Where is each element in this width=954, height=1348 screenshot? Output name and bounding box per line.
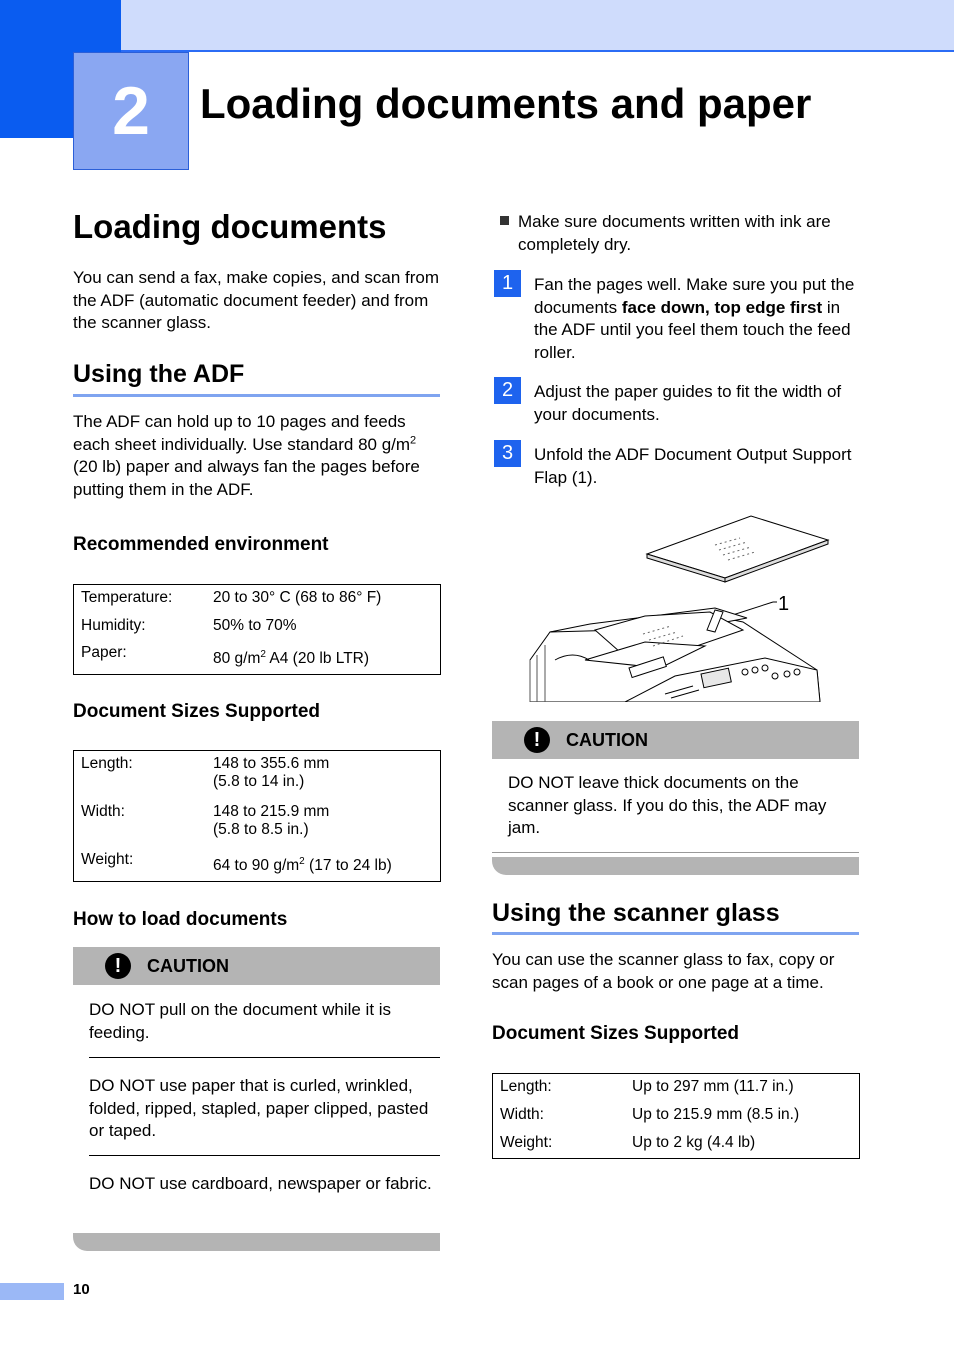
- row-label: Weight:: [81, 851, 134, 868]
- value-text: 80 g/m: [213, 650, 261, 668]
- row-value: 50% to 70%: [213, 617, 297, 634]
- caution-bar: [73, 947, 440, 985]
- row-label: Temperature:: [81, 589, 173, 606]
- sizes-heading: Document Sizes Supported: [73, 701, 321, 722]
- bullet-text: Make sure documents written with ink are completely dry.: [518, 212, 831, 254]
- caution-divider: [492, 852, 859, 853]
- caution-text: DO NOT pull on the document while it is feeding.: [89, 1000, 392, 1042]
- environment-heading: Recommended environment: [73, 534, 329, 555]
- value-text: A4 (20 lb LTR): [265, 650, 370, 668]
- step-text: Adjust the paper guides to fit the width of your documents.: [534, 382, 842, 424]
- table-row: [81, 851, 433, 875]
- caution-label: CAUTION: [566, 730, 648, 750]
- row-value: Up to 215.9 mm (8.5 in.): [632, 1106, 800, 1123]
- heading-underline: [492, 932, 859, 935]
- table-row: [81, 617, 433, 644]
- caution-divider: [89, 1057, 440, 1058]
- figure-callout-label: 1: [778, 593, 790, 615]
- exclamation-icon: !: [105, 953, 131, 979]
- adf-paragraph-text-1: The ADF can hold up to 10 pages and feeds each sheet individually. Use standard 80 g/m: [73, 412, 411, 454]
- row-label: Paper:: [81, 644, 127, 661]
- row-value: [213, 851, 433, 875]
- row-value: [213, 803, 433, 851]
- chapter-number-box: [73, 52, 189, 170]
- scanner-glass-paragraph: You can use the scanner glass to fax, copy or scan pages of a book or one page at a time.: [492, 950, 835, 992]
- step-badge: 1: [494, 270, 521, 297]
- row-value: [213, 644, 433, 668]
- caution-bar: [492, 721, 859, 759]
- chapter-number: 2: [112, 73, 150, 149]
- glass-sizes-table: [492, 1073, 860, 1159]
- adf-paragraph: [73, 411, 443, 501]
- page-number: 10: [73, 1281, 90, 1298]
- table-row: [500, 1134, 852, 1152]
- table-row: [500, 1106, 852, 1134]
- value-line: (5.8 to 14 in.): [213, 773, 305, 790]
- table-row: [81, 589, 433, 617]
- value-line: 148 to 355.6 mm: [213, 755, 330, 772]
- row-value: Up to 297 mm (11.7 in.): [632, 1078, 794, 1095]
- row-label: Width:: [81, 803, 125, 820]
- row-value: 20 to 30° C (68 to 86° F): [213, 589, 382, 606]
- table-row: [81, 644, 433, 668]
- row-label: Length:: [500, 1078, 552, 1095]
- glass-sizes-heading: Document Sizes Supported: [492, 1023, 740, 1044]
- row-label: Length:: [81, 755, 133, 772]
- value-line: 148 to 215.9 mm: [213, 803, 330, 820]
- row-label: Width:: [500, 1106, 544, 1123]
- sizes-table: [73, 750, 441, 882]
- step-text-part: Fan the pages well. Make sure you put the documents: [534, 275, 855, 317]
- howto-heading: How to load documents: [73, 909, 288, 930]
- heading-underline: [73, 394, 440, 397]
- caution-footer: [492, 857, 859, 875]
- chapter-title: Loading documents and paper: [200, 80, 812, 127]
- page-tab: [0, 1283, 64, 1300]
- caution-text: DO NOT use paper that is curled, wrinkled, folded, ripped, stapled, paper clipped, pasted or taped.: [89, 1076, 429, 1140]
- intro-paragraph: You can send a fax, make copies, and scan from the ADF (automatic document feeder) and from the scanner glass.: [73, 268, 440, 332]
- superscript: 2: [299, 856, 305, 867]
- bullet-square-icon: [500, 216, 509, 225]
- row-value: Up to 2 kg (4.4 lb): [632, 1134, 756, 1151]
- adf-heading: Using the ADF: [73, 360, 245, 388]
- step-text: [534, 274, 862, 364]
- step-text-bold: face down, top edge first: [621, 297, 823, 317]
- row-label: Weight:: [500, 1134, 553, 1151]
- table-row: [81, 803, 433, 851]
- caution-divider: [89, 1155, 440, 1156]
- value-text: (17 to 24 lb): [304, 857, 392, 875]
- section-title: Loading documents: [73, 208, 387, 245]
- environment-table: [73, 584, 441, 675]
- exclamation-icon: !: [524, 727, 550, 753]
- caution-footer: [73, 1233, 440, 1251]
- scanner-glass-heading: Using the scanner glass: [492, 899, 780, 927]
- value-text: 64 to 90 g/m: [213, 857, 300, 875]
- row-label: Humidity:: [81, 617, 146, 634]
- caution-label: CAUTION: [147, 956, 229, 976]
- step-badge: 2: [494, 377, 521, 404]
- caution-text: DO NOT leave thick documents on the scanner glass. If you do this, the ADF may jam.: [508, 773, 827, 837]
- superscript: 2: [260, 649, 266, 660]
- row-value: [213, 755, 433, 803]
- step-text: Unfold the ADF Document Output Support Flap (1).: [534, 445, 852, 487]
- superscript: 2: [410, 433, 417, 446]
- table-row: [81, 755, 433, 803]
- caution-text: DO NOT use cardboard, newspaper or fabric.: [89, 1174, 432, 1193]
- table-row: [500, 1078, 852, 1106]
- header-band: [121, 0, 954, 52]
- step-text-part: in the ADF until you feel them touch the feed roller.: [534, 297, 851, 362]
- adf-paragraph-text-2: (20 lb) paper and always fan the pages before putting them in the ADF.: [73, 457, 420, 499]
- value-line: (5.8 to 8.5 in.): [213, 821, 309, 838]
- step-badge: 3: [494, 440, 521, 467]
